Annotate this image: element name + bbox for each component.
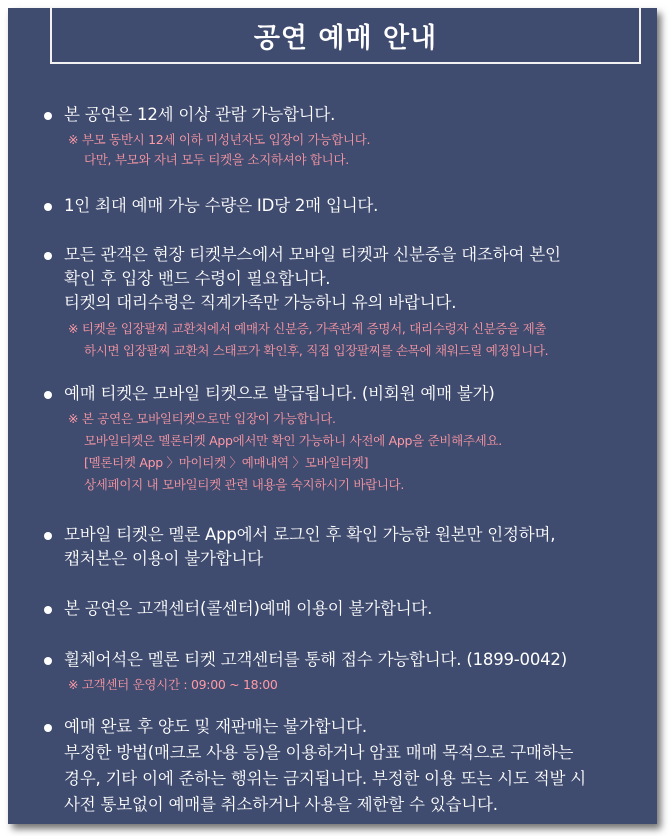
item-note: 모바일티켓은 멜론티켓 App에서만 확인 가능하니 사전에 App을 준비해주세요. <box>84 433 502 448</box>
item-text: 티켓의 대리수령은 직계가족만 가능하니 유의 바랍니다. <box>64 293 457 312</box>
item-note: 상세페이지 내 모바일티켓 관련 내용을 숙지하시기 바랍니다. <box>84 477 405 492</box>
item-text: 확인 후 입장 밴드 수령이 필요합니다. <box>64 269 331 288</box>
item-text: 모든 관객은 현장 티켓부스에서 모바일 티켓과 신분증을 대조하여 본인 <box>64 245 561 264</box>
item-note: ※ 고객센터 운영시간 : 09:00 ~ 18:00 <box>68 677 278 692</box>
bullet-icon <box>44 112 52 120</box>
item-note: 다만, 부모와 자녀 모두 티켓을 소지하셔야 합니다. <box>84 152 349 167</box>
item-text: 부정한 방법(매크로 사용 등)을 이용하거나 암표 매매 목적으로 구매하는 <box>64 743 574 762</box>
page-title: 공연 예매 안내 <box>253 22 438 54</box>
bullet-icon <box>44 203 52 211</box>
item-text: 본 공연은 12세 이상 관람 가능합니다. <box>64 105 336 124</box>
item-text: 예매 완료 후 양도 및 재판매는 불가합니다. <box>64 717 367 736</box>
bullet-icon <box>44 391 52 399</box>
notice-panel <box>8 8 657 824</box>
item-note: ※ 티켓을 입장팔찌 교환처에서 예매자 신분증, 가족관계 증명서, 대리수령자 신분증을 제출 <box>68 321 547 336</box>
item-text: 1인 최대 예매 가능 수량은 ID당 2매 입니다. <box>64 196 379 215</box>
item-text: 모바일 티켓은 멜론 App에서 로그인 후 확인 가능한 원본만 인정하며, <box>64 525 556 544</box>
item-text: 휠체어석은 멜론 티켓 고객센터를 통해 접수 가능합니다. (1899-0042) <box>64 650 567 669</box>
item-note: ※ 부모 동반시 12세 이하 미성년자도 입장이 가능합니다. <box>68 132 371 147</box>
bullet-icon <box>44 532 52 540</box>
item-text: 본 공연은 고객센터(콜센터)예매 이용이 불가합니다. <box>64 599 433 618</box>
item-text: 예매 티켓은 모바일 티켓으로 발급됩니다. (비회원 예매 불가) <box>64 384 495 403</box>
bullet-icon <box>44 724 52 732</box>
item-note: 하시면 입장팔찌 교환처 스태프가 확인후, 직접 입장팔찌를 손목에 채워드릴 예정입니다. <box>84 343 549 358</box>
item-text: 캡처본은 이용이 불가합니다 <box>64 549 263 568</box>
bullet-icon <box>44 252 52 260</box>
bullet-icon <box>44 657 52 665</box>
item-text: 사전 통보없이 예매를 취소하거나 사용을 제한할 수 있습니다. <box>64 795 498 814</box>
item-text: 경우, 기타 이에 준하는 행위는 금지됩니다. 부정한 이용 또는 시도 적발 시 <box>64 769 587 788</box>
item-note: [멜론티켓 App 〉마이티켓 〉예매내역 〉모바일티켓] <box>84 455 369 470</box>
item-note: ※ 본 공연은 모바일티켓으로만 입장이 가능합니다. <box>68 411 336 426</box>
bullet-icon <box>44 606 52 614</box>
title-box <box>50 8 641 64</box>
